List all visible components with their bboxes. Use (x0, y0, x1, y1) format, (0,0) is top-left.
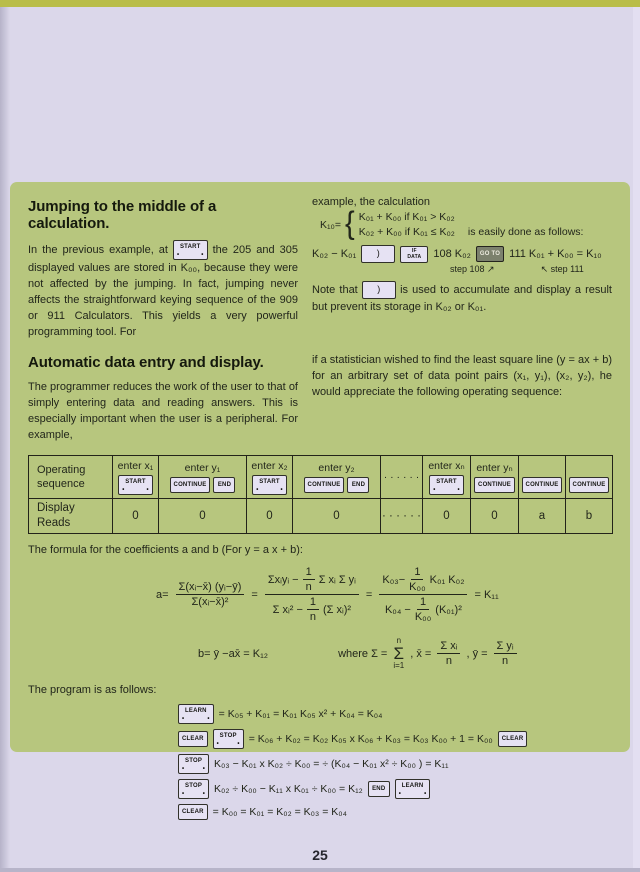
step-annotations (312, 264, 612, 275)
continue-key: CONTINUE (569, 477, 610, 493)
table-cell (566, 456, 613, 499)
clear-key: CLEAR (498, 731, 528, 747)
section2-right-column (312, 352, 612, 443)
table-cell (519, 456, 566, 499)
program-intro: The program is as follows: (28, 684, 157, 697)
denominator: n (309, 611, 316, 624)
if-data-key-line1: IF (411, 247, 417, 254)
case-line-2 (359, 226, 584, 238)
program-text: = K₀₅ + K₀₁ = K₀₁ K₀₅ x² + K₀₄ = K₀₄ (218, 708, 383, 721)
continue-key: CONTINUE (170, 477, 211, 493)
program-text: K₀₃ − K₀₁ x K₀₂ ÷ K₀₀ = ÷ (K₀₄ − K₀₁ x² ÷ K₀₀ ) = K₁₁ (214, 758, 449, 771)
formula-text: (K₀₁)² (435, 603, 462, 616)
display-value: 0 (423, 499, 471, 534)
display-value: 0 (247, 499, 293, 534)
table-cell (159, 456, 247, 499)
numerator: 1 (411, 566, 423, 580)
column-header: enter xₙ (428, 459, 465, 472)
formula-a-result: = K₁₁ (474, 588, 499, 601)
program-line-2 (178, 729, 612, 749)
calculation-cases (320, 206, 612, 242)
numerator: 1 (307, 596, 319, 610)
cases-lhs: K₁₀= (320, 218, 342, 231)
fraction (494, 640, 517, 667)
learn-key: • LEARN • (395, 779, 431, 799)
formula-text: K₀₄ − (384, 603, 411, 616)
column-header: enter x₁ (117, 459, 154, 472)
numerator (265, 566, 359, 595)
note-paragraph (312, 281, 612, 315)
page-top-edge (0, 0, 640, 7)
table-cell (423, 456, 471, 499)
clear-key: CLEAR (178, 804, 208, 820)
formula-text: K₀₃− (382, 573, 406, 586)
step-111-annotation: ↖ step 111 (540, 264, 584, 274)
page-right-edge (633, 7, 640, 872)
page-bottom-edge (0, 868, 640, 872)
cases-tail-text: is easily done as follows: (467, 226, 584, 238)
denominator (273, 595, 351, 623)
denominator: n (502, 655, 509, 668)
end-key: END (347, 477, 369, 493)
clear-key: CLEAR (178, 731, 208, 747)
sequence-text: 111 K₀₁ + K₀₀ = K₁₀ (509, 248, 602, 260)
start-key: • START • (252, 475, 287, 495)
table-cell-dots: · · · · · · (381, 456, 423, 499)
formula-text: Σxᵢyᵢ − (267, 573, 299, 586)
sequence-text: K₀₂ − K₀₁ (312, 248, 357, 260)
continue-key: CONTINUE (474, 477, 515, 493)
section2-left-column (28, 352, 298, 443)
denominator: K₀₀ (414, 611, 432, 624)
end-key: END (213, 477, 235, 493)
continue-key: CONTINUE (522, 477, 563, 493)
formula-a (156, 566, 612, 623)
display-value: 0 (113, 499, 159, 534)
case-line-1: K₀₁ + K₀₀ if K₀₁ > K₀₂ (358, 211, 455, 223)
equals-sign: = (251, 588, 258, 601)
numerator: Σ yᵢ (494, 640, 517, 654)
key-sequence (312, 245, 612, 263)
section1-left-column (28, 196, 298, 340)
section1 (28, 196, 612, 340)
table-cell (113, 456, 159, 499)
formula-text: Σ xᵢ² − (272, 603, 303, 616)
numerator: Σ xᵢ (437, 640, 460, 654)
formula-b-lhs: b= ȳ −ax̄ = K₁₂ (198, 647, 269, 660)
numerator: 1 (303, 566, 315, 580)
formula-b (198, 637, 612, 670)
if-data-key-line2: DATA (407, 253, 422, 260)
denominator: Σ(xᵢ−x̄)² (191, 596, 229, 609)
program-line-5 (178, 804, 612, 820)
ybar-definition: , ȳ = (466, 647, 488, 660)
display-value: · · · · · · (381, 499, 423, 534)
stop-key: • STOP • (213, 729, 244, 749)
display-value: 0 (471, 499, 519, 534)
paragraph-text: In the previous example, at (28, 243, 168, 256)
program-text: = K₀₀ = K₀₁ = K₀₂ = K₀₃ = K₀₄ (212, 806, 347, 819)
row-label: Operating sequence (29, 456, 113, 499)
fraction (437, 640, 460, 667)
paren-key: ) (362, 281, 396, 299)
start-key: • START • (173, 240, 208, 260)
section2 (28, 352, 612, 443)
brace-glyph: { (345, 206, 355, 242)
sum-upper-limit: n (396, 636, 402, 646)
numerator: Σ(xᵢ−x̄) (yᵢ−ȳ) (176, 581, 245, 595)
cases-lines (359, 211, 584, 238)
note-text: Note that (312, 283, 358, 296)
table-row-display (29, 499, 613, 534)
section2-paragraph: The programmer reduces the work of the user to that of simply entering data and reading answers. This is especially important when the user is a peripheral. For example, (28, 381, 298, 442)
note-text: is used to accumulate and display a result but prevent its storage in K₀₂ or K₀₁. (312, 283, 612, 313)
column-header (567, 462, 611, 474)
program-line-4 (178, 779, 612, 799)
stop-key: • STOP • (178, 754, 209, 774)
end-key: END (368, 781, 390, 797)
section2-heading: Automatic data entry and display. (28, 354, 264, 372)
where-clause: where Σ = (338, 647, 388, 660)
denominator: K₀₀ (409, 581, 426, 594)
display-value: b (566, 499, 613, 534)
table-row-operating (29, 456, 613, 499)
sigma-glyph: Σ (393, 644, 405, 664)
fraction (176, 581, 245, 608)
display-value: a (519, 499, 566, 534)
table-cell (247, 456, 293, 499)
table-cell (471, 456, 519, 499)
start-key: • START • (118, 475, 153, 495)
column-header: enter yₙ (476, 461, 513, 474)
page-left-edge (0, 7, 10, 872)
if-data-key (400, 246, 428, 263)
paren-key: ) (361, 245, 395, 263)
display-value: 0 (293, 499, 381, 534)
column-header: enter y₁ (184, 461, 221, 474)
formula-intro: The formula for the coefficients a and b (For y = a x + b): (28, 544, 303, 557)
program-line-1 (178, 704, 612, 724)
formula-text: Σ xᵢ Σ yᵢ (318, 573, 356, 586)
stop-key: • STOP • (178, 779, 209, 799)
equals-sign: = (365, 588, 373, 601)
column-header: enter x₂ (251, 459, 288, 472)
goto-key: GO TO (476, 246, 504, 262)
nested-fraction (415, 596, 431, 623)
column-header (520, 462, 564, 474)
formula-text: (Σ xᵢ)² (323, 603, 352, 616)
learn-key: • LEARN • (178, 704, 214, 724)
program-text: K₀₂ ÷ K₀₀ − K₁₁ x K₀₁ ÷ K₀₀ = K₁₂ (214, 783, 363, 796)
section2-right-paragraph: if a statistician wished to find the least square line (y = ax + b) for an arbitrary set of data point pairs (x₁, y₁), (x₂, y₂), he would appreciate the following operating sequence: (312, 354, 612, 399)
program-text: = K₀₆ + K₀₂ = K₀₂ K₀₅ x K₀₆ + K₀₃ = K₀₃ K₀₀ + 1 = K₀₀ (248, 733, 493, 746)
summation-symbol (393, 637, 404, 670)
fraction (379, 566, 467, 623)
page-number: 25 (312, 847, 328, 863)
continue-key: CONTINUE (304, 477, 345, 493)
xbar-definition: , x̄ = (410, 647, 432, 660)
nested-fraction (409, 566, 425, 593)
calculation-intro: example, the calculation (312, 196, 431, 208)
operating-sequence-table (28, 455, 613, 534)
paragraph-text: the 205 and 305 displayed values are stored in K₀₀, because they were not affected by the jumping. In fact, jumping never affects the straightforward keying sequence of the 909 or 911 Calculators. This yields a very powerful programming tool. For (28, 243, 298, 339)
denominator: n (445, 655, 452, 668)
formula-a-lhs: a= (156, 588, 169, 601)
step-108-annotation: step 108 ↗ (450, 264, 495, 274)
denominator (385, 595, 462, 623)
case-line-2-text: K₀₂ + K₀₀ if K₀₁ ≤ K₀₂ (358, 226, 455, 238)
start-key: • START • (429, 475, 464, 495)
sum-lower-limit: i=1 (393, 661, 405, 671)
nested-fraction (307, 596, 319, 623)
section1-heading: Jumping to the middle of a calculation. (28, 198, 217, 232)
display-value: 0 (159, 499, 247, 534)
denominator: n (305, 581, 312, 594)
row-label: Display Reads (29, 499, 113, 534)
content-panel (10, 182, 630, 819)
numerator: 1 (417, 596, 429, 610)
nested-fraction (303, 566, 315, 593)
column-header: enter y₂ (318, 461, 355, 474)
fraction (265, 566, 359, 623)
formula-text: K₀₁ K₀₂ (429, 573, 465, 586)
section1-paragraph (28, 240, 298, 340)
table-cell (293, 456, 381, 499)
program-line-3 (178, 754, 612, 774)
numerator (379, 566, 467, 595)
sequence-text: 108 K₀₂ (433, 248, 471, 260)
section1-right-column (312, 196, 612, 340)
